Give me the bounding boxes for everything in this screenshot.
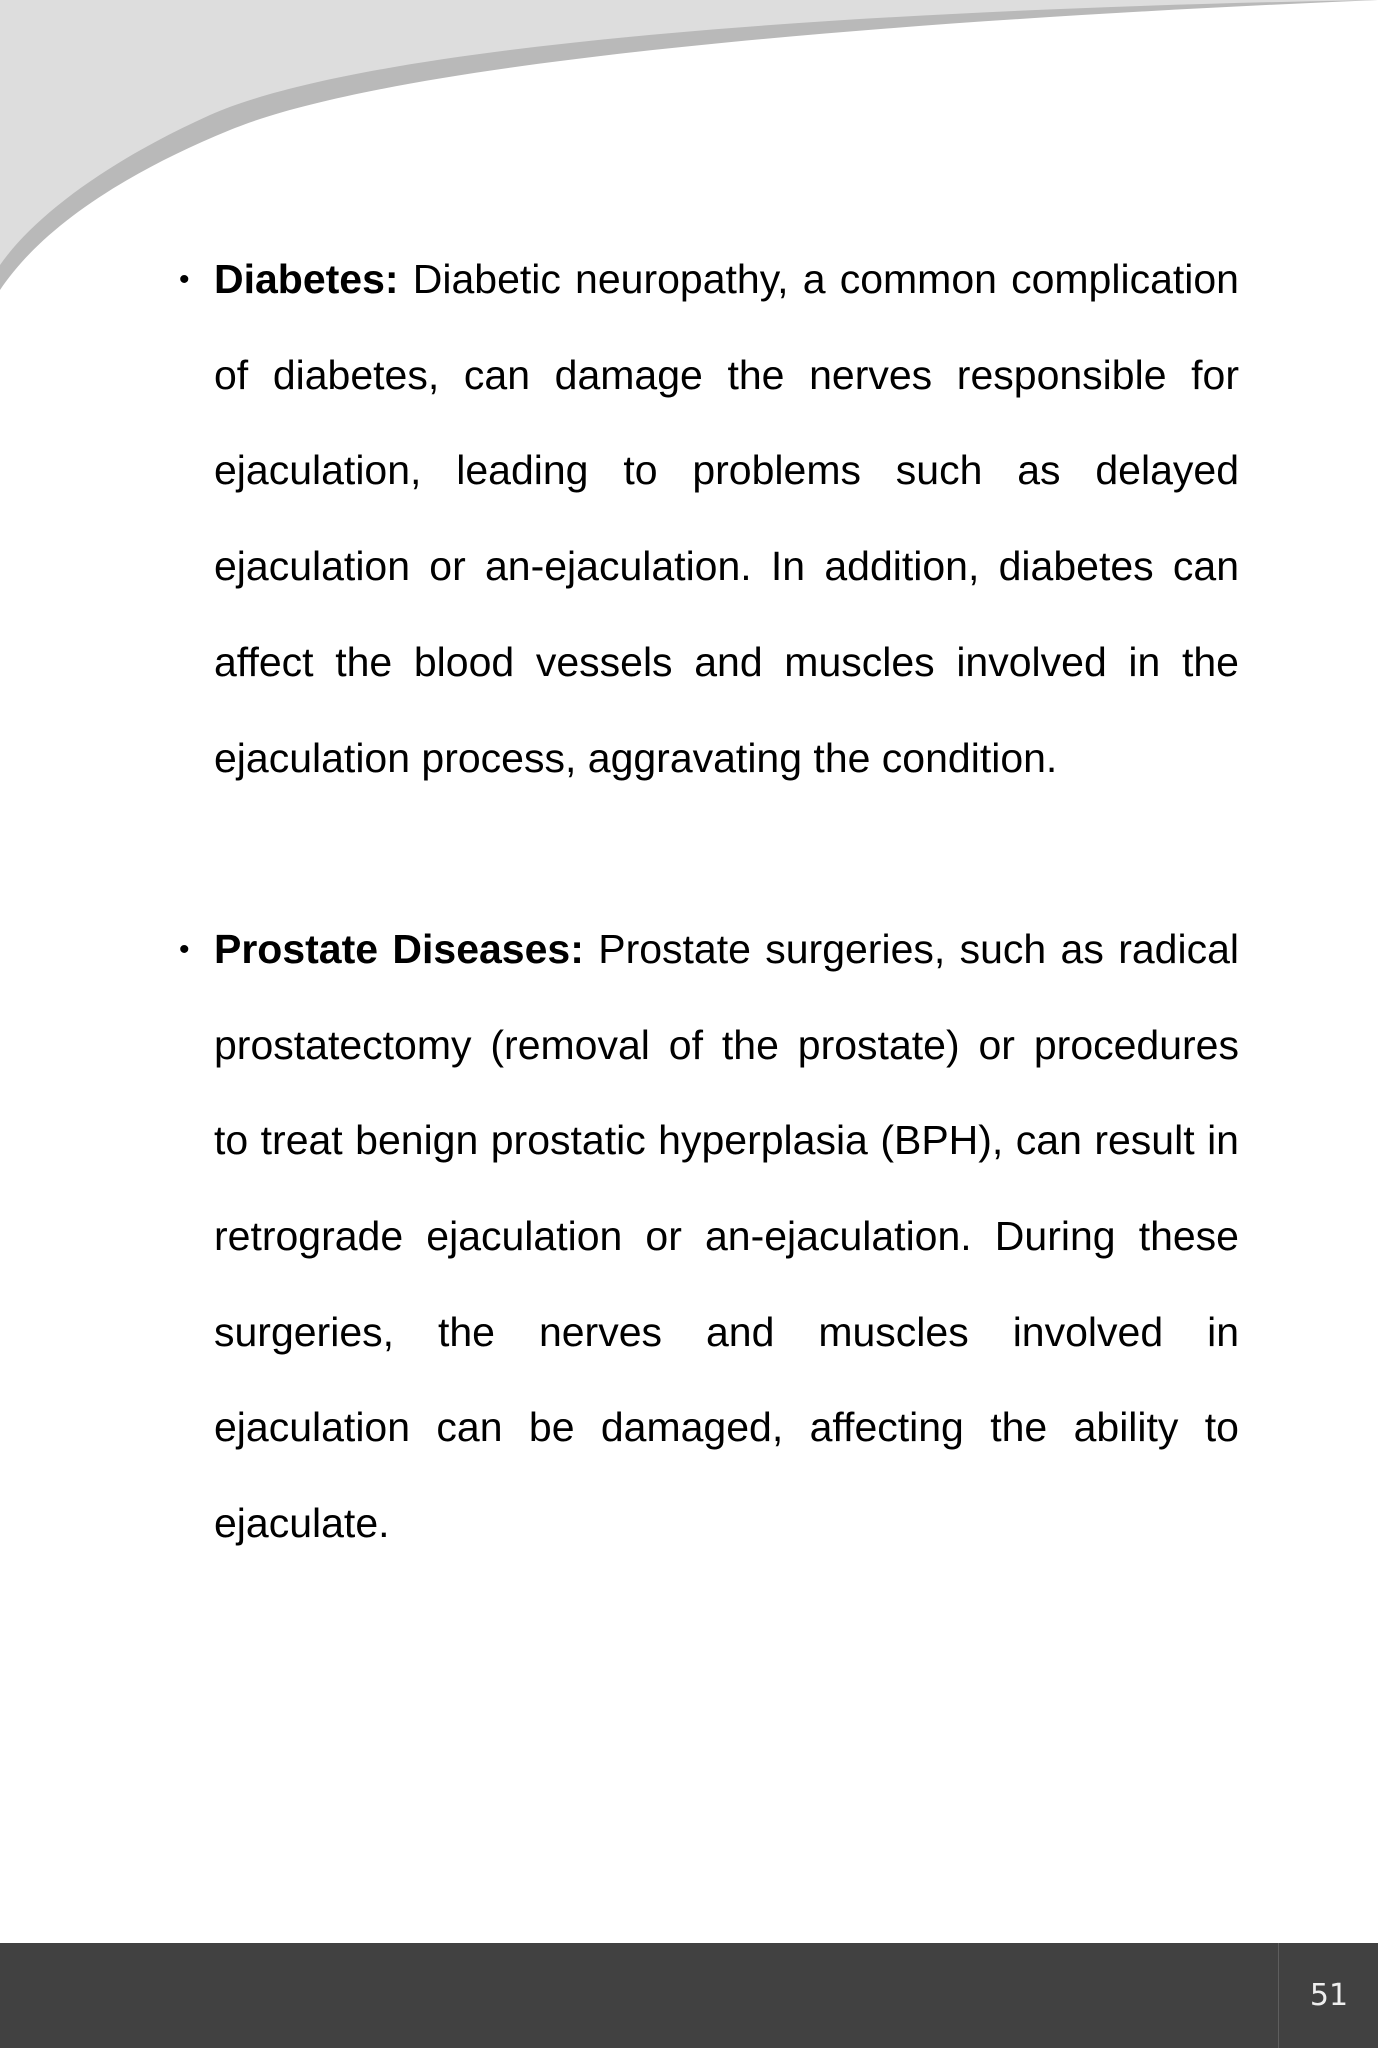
page-content	[179, 232, 1239, 1572]
page-number: 51	[1309, 1978, 1349, 2013]
page-number-box	[1278, 1943, 1378, 2048]
item-term: Prostate Diseases:	[214, 925, 584, 972]
item-term: Diabetes:	[214, 256, 399, 302]
item-text: Diabetic neuropathy, a common complication of diabetes, can damage the nerves responsible for ejaculation, leading to problems such as delayed ejaculation or an-ejaculation. In addition, diabetes can affect the blood vessels and muscles involved in the ejaculation process, aggravating the condition.	[214, 256, 1239, 781]
bullet-icon: •	[179, 932, 190, 966]
item-text: Prostate surgeries, such as radical prostatectomy (removal of the prostate) or procedures to treat benign prostatic hyperplasia (BPH), can result in retrograde ejaculation or an-ejaculation. During these surgeries, the nerves and muscles involved in ejaculation can be damaged, affecting the ability to ejaculate.	[214, 925, 1239, 1547]
bullet-item-diabetes	[179, 232, 1239, 806]
bullet-item-prostate-diseases	[179, 902, 1239, 1572]
page-footer	[0, 1943, 1378, 2048]
bullet-icon: •	[179, 263, 190, 296]
